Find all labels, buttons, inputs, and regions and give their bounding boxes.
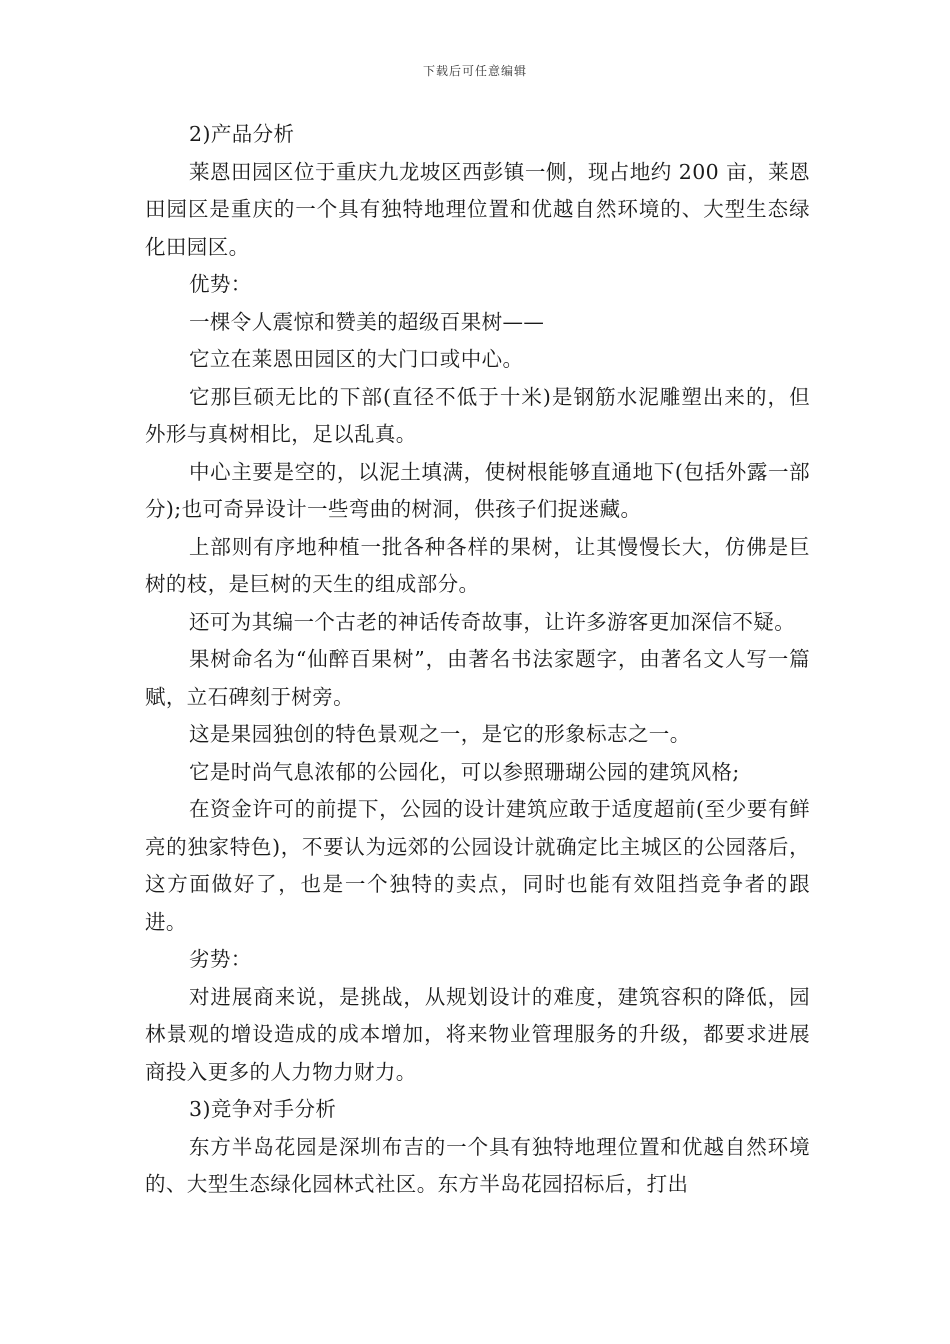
paragraph: 对进展商来说，是挑战，从规划设计的难度，建筑容积的降低，园林景观的增设造成的成本增加，将来物业管理服务的升级，都要求进展商投入更多的人力物力财力。 [145,984,810,1084]
paragraph: 它那巨硕无比的下部(直径不低于十米)是钢筋水泥雕塑出来的，但外形与真树相比，足以乱真。 [145,384,810,446]
paragraph: 它是时尚气息浓郁的公园化，可以参照珊瑚公园的建筑风格; [189,759,740,784]
section-heading-product-analysis: 2)产品分析 [189,122,295,146]
subheading-disadvantages: 劣势： [189,947,252,971]
paragraph: 上部则有序地种植一批各种各样的果树，让其慢慢长大，仿佛是巨树的枝，是巨树的天生的组成部分。 [145,534,810,596]
subheading-advantages: 优势： [189,272,252,296]
section-heading-competitor-analysis: 3)竞争对手分析 [189,1097,337,1121]
paragraph: 莱恩田园区位于重庆九龙坡区西彭镇一侧，现占地约 200 亩，莱恩田园区是重庆的一个具有独特地理位置和优越自然环境的、大型生态绿化田园区。 [145,159,810,259]
paragraph: 果树命名为“仙醉百果树”，由著名书法家题字，由著名文人写一篇赋，立石碑刻于树旁。 [145,647,810,709]
paragraph: 在资金许可的前提下，公园的设计建筑应敢于适度超前(至少要有鲜亮的独家特色)，不要认为远郊的公园设计就确定比主城区的公园落后，这方面做好了，也是一个独特的卖点，同时也能有效阻挡竞争者的跟进。 [145,797,810,934]
paragraph: 这是果园独创的特色景观之一，是它的形象标志之一。 [189,722,691,746]
document-body [145,116,810,1204]
paragraph: 还可为其编一个古老的神话传奇故事，让许多游客更加深信不疑。 [189,609,796,634]
paragraph: 东方半岛花园是深圳布吉的一个具有独特地理位置和优越自然环境的、大型生态绿化园林式社区。东方半岛花园招标后，打出 [145,1134,810,1196]
paragraph: 中心主要是空的，以泥土填满，使树根能够直通地下(包括外露一部分);也可奇异设计一些弯曲的树洞，供孩子们捉迷藏。 [145,459,810,521]
page-header-note: 下载后可任意编辑 [422,64,527,78]
paragraph: 它立在莱恩田园区的大门口或中心。 [189,347,524,371]
paragraph: 一棵令人震惊和赞美的超级百果树—— [189,309,545,334]
